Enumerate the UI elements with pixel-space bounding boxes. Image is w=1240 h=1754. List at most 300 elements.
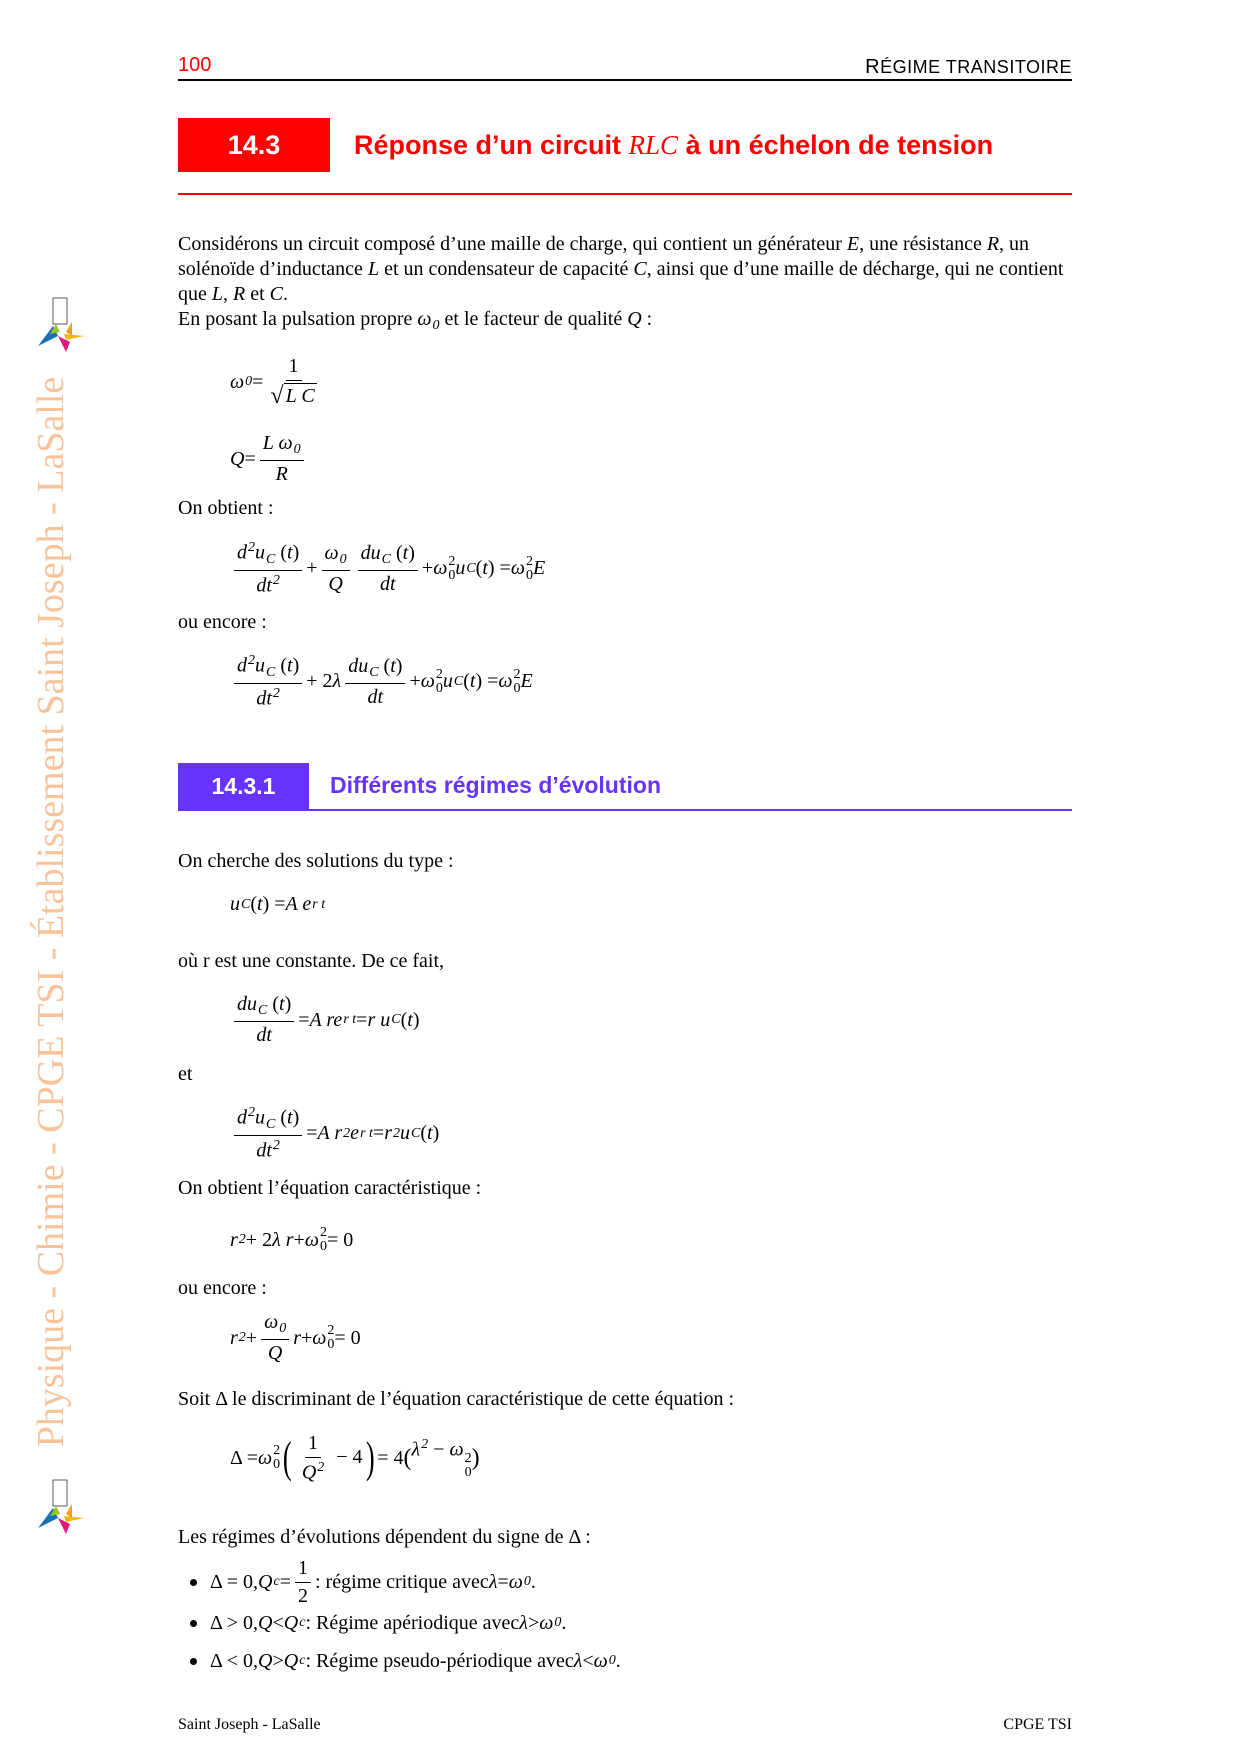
subscript: C bbox=[369, 664, 379, 680]
math-symbol: + bbox=[306, 557, 318, 580]
school-logo-icon bbox=[36, 296, 86, 358]
math-symbol: λ r bbox=[272, 1228, 294, 1251]
text-run: : bbox=[641, 308, 653, 330]
math-symbol: Q bbox=[267, 1342, 283, 1365]
subsection-rule bbox=[178, 809, 1072, 811]
math-symbol: Δ < 0, bbox=[210, 1649, 259, 1672]
math-symbol: ) bbox=[292, 654, 300, 677]
math-symbol: + bbox=[409, 670, 421, 693]
math-symbol: t bbox=[287, 1106, 293, 1129]
subsection-number: 14.3.1 bbox=[178, 763, 309, 810]
math-symbol: t bbox=[407, 1008, 413, 1031]
paragraph-soit bbox=[178, 1387, 1078, 1412]
text-run: : Régime pseudo-périodique avec bbox=[305, 1649, 574, 1672]
text-run: Les régimes d’évolutions dépendent du signe de bbox=[178, 1526, 569, 1548]
subscript: 0 bbox=[464, 1464, 472, 1480]
math-symbol: ) = bbox=[475, 670, 499, 693]
subscript: 0 bbox=[513, 680, 521, 696]
math-symbol: < bbox=[272, 1611, 284, 1634]
math-symbol: = bbox=[306, 1122, 318, 1145]
denominator bbox=[253, 1136, 283, 1163]
subscript: 0 bbox=[523, 1574, 531, 1589]
text-run: : Régime apériodique avec bbox=[305, 1611, 520, 1634]
parenthesized bbox=[404, 1437, 480, 1480]
superscript: 2 bbox=[421, 1436, 429, 1452]
text-run: et le facteur de qualité bbox=[439, 308, 628, 330]
math-symbol: t bbox=[390, 654, 396, 677]
math-symbol: dt bbox=[256, 574, 272, 597]
math-symbol: ( bbox=[275, 654, 288, 677]
math-symbol: + bbox=[421, 557, 434, 580]
math-symbol: Q bbox=[230, 447, 245, 470]
math-symbol: = bbox=[279, 1570, 291, 1593]
math-symbol: Δ = 0, bbox=[210, 1570, 259, 1593]
denominator bbox=[267, 381, 319, 409]
fraction bbox=[345, 655, 405, 709]
list-item bbox=[210, 1604, 621, 1642]
fraction bbox=[260, 432, 304, 486]
subscript: C bbox=[466, 560, 476, 576]
math-symbol: dt bbox=[256, 1139, 272, 1162]
equation-eq-q bbox=[230, 432, 308, 486]
equation-eq-d1 bbox=[230, 993, 419, 1047]
math-symbol: ) = bbox=[487, 557, 511, 580]
text-run: et bbox=[245, 283, 270, 305]
math-symbol: d bbox=[237, 654, 247, 677]
superscript: 2 bbox=[317, 1460, 325, 1475]
paragraph-cherche bbox=[178, 849, 1078, 874]
text-run: ou encore : bbox=[178, 1277, 267, 1299]
numerator bbox=[345, 655, 405, 684]
math-symbol: 1 bbox=[308, 1432, 319, 1454]
paragraph-encore1 bbox=[178, 610, 1078, 635]
math-symbol: + bbox=[301, 1326, 313, 1349]
math-symbol: r bbox=[230, 1228, 238, 1251]
text-run: En posant la pulsation propre bbox=[178, 308, 418, 330]
subscript: 0 bbox=[432, 318, 440, 334]
math-symbol: A e bbox=[285, 893, 312, 915]
math-symbol: R bbox=[275, 463, 288, 486]
fraction bbox=[234, 540, 302, 598]
text-run: Considérons un circuit composé d’une maille de charge, qui contient un générateur bbox=[178, 233, 847, 255]
math-symbol: ( bbox=[275, 541, 288, 564]
subscript: C bbox=[266, 1116, 276, 1132]
side-watermark: Physique - Chimie - CPGE TSI - Établissement Saint Joseph - LaSalle bbox=[30, 376, 72, 1448]
scripts bbox=[514, 668, 521, 696]
math-symbol: E bbox=[846, 233, 860, 255]
numerator bbox=[305, 1432, 321, 1458]
math-symbol: Δ bbox=[568, 1526, 581, 1548]
chapter-title-initial: R bbox=[865, 56, 881, 78]
denominator bbox=[299, 1458, 327, 1485]
math-symbol: ( bbox=[463, 670, 470, 693]
math-symbol: du bbox=[348, 654, 369, 677]
parenthesized bbox=[280, 1432, 377, 1485]
superscript: 2 bbox=[238, 1232, 246, 1247]
math-symbol: ( bbox=[391, 541, 403, 564]
math-symbol: C bbox=[633, 258, 647, 280]
text-run: , bbox=[223, 283, 234, 305]
math-symbol: dt bbox=[256, 1024, 272, 1047]
math-symbol: < bbox=[582, 1649, 594, 1672]
text-run: . bbox=[615, 1649, 621, 1672]
regimes-list bbox=[210, 1556, 621, 1680]
text-run: Soit bbox=[178, 1388, 216, 1410]
numerator bbox=[234, 1105, 302, 1136]
math-symbol: t bbox=[469, 670, 476, 693]
math-symbol: ω bbox=[433, 557, 448, 580]
math-symbol: 1 bbox=[288, 355, 299, 377]
paragraph-et bbox=[178, 1062, 1078, 1087]
scripts bbox=[448, 555, 455, 583]
subscript: C bbox=[241, 896, 251, 912]
subscript: 0 bbox=[245, 374, 253, 389]
math-symbol: ) bbox=[408, 541, 415, 564]
page-number: 100 bbox=[178, 54, 212, 76]
denominator bbox=[377, 571, 399, 596]
math-symbol: − bbox=[428, 1438, 450, 1461]
text-run: le discriminant de l’équation caractéristique de cette équation : bbox=[227, 1388, 735, 1410]
math-symbol: = bbox=[497, 1570, 509, 1593]
math-symbol: ω bbox=[264, 1311, 279, 1333]
subsection-title: Différents régimes d’évolution bbox=[330, 772, 662, 798]
math-symbol: dt bbox=[367, 685, 384, 708]
paren-body bbox=[295, 1432, 363, 1485]
math-symbol: λ bbox=[411, 1438, 421, 1461]
numerator bbox=[234, 540, 302, 571]
math-symbol: t bbox=[482, 557, 488, 580]
text-run: et bbox=[178, 1063, 193, 1085]
fraction bbox=[358, 542, 418, 596]
math-symbol: r bbox=[293, 1326, 301, 1349]
math-symbol: e bbox=[350, 1122, 360, 1145]
subscript: c bbox=[299, 1615, 306, 1630]
square-root bbox=[270, 383, 316, 408]
text-run: . bbox=[530, 1570, 536, 1593]
subscript: c bbox=[273, 1574, 280, 1589]
math-symbol: Q bbox=[283, 1611, 299, 1634]
math-symbol: = 0 bbox=[326, 1228, 354, 1251]
math-symbol: dt bbox=[380, 572, 396, 595]
math-symbol: Q bbox=[258, 1611, 273, 1634]
subscript: C bbox=[266, 551, 276, 567]
text-run: et un condensateur de capacité bbox=[379, 258, 634, 280]
subscript: 0 bbox=[608, 1653, 616, 1668]
math-symbol: ω bbox=[498, 670, 513, 693]
math-symbol: ω bbox=[593, 1649, 608, 1672]
text-run: , un solénoïde d’inductance bbox=[178, 233, 1030, 280]
math-symbol: ω bbox=[417, 308, 432, 330]
subscript: 0 bbox=[435, 680, 443, 696]
math-symbol: ω bbox=[539, 1611, 554, 1634]
math-symbol: d bbox=[237, 541, 247, 564]
subscript: C bbox=[258, 1003, 268, 1019]
math-symbol: L bbox=[367, 258, 380, 280]
math-symbol: Δ = bbox=[230, 1446, 259, 1469]
numerator bbox=[295, 1557, 311, 1583]
math-symbol: − 4 bbox=[331, 1445, 363, 1468]
math-symbol: ) = bbox=[262, 893, 286, 915]
equation-eq-diff2 bbox=[230, 653, 533, 711]
math-symbol: Δ bbox=[215, 1388, 228, 1410]
math-symbol: E bbox=[532, 557, 546, 580]
math-symbol: E bbox=[520, 670, 533, 693]
math-symbol: ( bbox=[475, 557, 483, 580]
math-symbol: Q bbox=[283, 1649, 299, 1672]
text-run: . bbox=[283, 283, 289, 305]
math-symbol: R bbox=[233, 283, 246, 305]
superscript: 2 bbox=[238, 1330, 246, 1346]
math-symbol: ( bbox=[275, 1106, 288, 1129]
text-run: On obtient l’équation caractéristique : bbox=[178, 1177, 482, 1199]
math-symbol: u bbox=[255, 654, 265, 677]
numerator bbox=[261, 1311, 289, 1340]
text-run: . bbox=[561, 1611, 567, 1634]
scripts bbox=[327, 1324, 334, 1352]
math-symbol: ω bbox=[304, 1228, 319, 1251]
subscript: C bbox=[266, 664, 276, 680]
text-run: , ainsi que d’une maille de décharge, qui ne contient que bbox=[178, 258, 1064, 305]
math-symbol: L bbox=[211, 283, 224, 305]
math-symbol: ( bbox=[378, 654, 391, 677]
superscript: 2 bbox=[392, 1125, 400, 1141]
subscript: 0 bbox=[339, 551, 347, 567]
math-symbol: λ bbox=[573, 1649, 583, 1672]
math-symbol: ω bbox=[508, 1570, 523, 1593]
math-symbol: u bbox=[442, 670, 453, 693]
math-symbol: u bbox=[455, 557, 466, 580]
subscript: 0 bbox=[293, 442, 301, 458]
scripts bbox=[526, 555, 533, 583]
radical-sign-icon: √ bbox=[270, 383, 284, 409]
numerator bbox=[234, 653, 302, 684]
scripts bbox=[273, 1444, 280, 1472]
math-symbol: r bbox=[384, 1122, 392, 1145]
superscript: 2 bbox=[248, 1105, 255, 1120]
paren-body bbox=[412, 1437, 472, 1480]
superscript: 2 bbox=[327, 1323, 335, 1339]
math-symbol: ) bbox=[284, 993, 292, 1015]
math-symbol: Q bbox=[258, 1649, 273, 1672]
subscript: 0 bbox=[525, 567, 533, 583]
denominator bbox=[365, 684, 387, 709]
superscript: 2 bbox=[272, 572, 280, 588]
text-run: ou encore : bbox=[178, 611, 267, 633]
section-rule bbox=[178, 193, 1072, 195]
superscript: 2 bbox=[272, 685, 280, 701]
left-paren: ( bbox=[403, 1444, 412, 1471]
equation-eq-delta bbox=[230, 1432, 480, 1485]
fraction bbox=[267, 355, 319, 409]
fraction bbox=[234, 993, 294, 1047]
math-symbol: t bbox=[279, 993, 285, 1015]
math-symbol: ) bbox=[432, 1122, 440, 1145]
chapter-title bbox=[865, 56, 1072, 79]
subscript: c bbox=[299, 1653, 306, 1668]
math-symbol: ω bbox=[510, 557, 525, 580]
math-symbol: λ bbox=[519, 1611, 528, 1634]
math-symbol: = bbox=[298, 1008, 310, 1031]
math-symbol: λ bbox=[332, 670, 342, 693]
superscript: r t bbox=[360, 1125, 373, 1141]
school-logo-icon bbox=[36, 1478, 86, 1540]
math-symbol: ω bbox=[420, 670, 435, 693]
superscript: 2 bbox=[513, 666, 521, 682]
math-symbol: ( bbox=[250, 893, 258, 915]
right-paren: ) bbox=[471, 1444, 480, 1471]
math-symbol: dt bbox=[256, 687, 272, 710]
denominator bbox=[253, 571, 283, 598]
math-symbol: Δ > 0, bbox=[210, 1611, 259, 1634]
paragraph-regimes bbox=[178, 1525, 1078, 1550]
superscript: 2 bbox=[525, 553, 533, 569]
numerator bbox=[358, 542, 418, 571]
math-symbol: ω bbox=[312, 1326, 327, 1349]
math-symbol: ) bbox=[412, 1008, 420, 1031]
paragraph-posant bbox=[178, 307, 1078, 338]
denominator bbox=[253, 684, 283, 711]
text-run: , une résistance bbox=[859, 233, 987, 255]
math-symbol: t bbox=[287, 541, 293, 564]
superscript: r t bbox=[343, 1012, 357, 1028]
math-symbol: + 2 bbox=[306, 670, 333, 693]
right-paren: ) bbox=[365, 1433, 375, 1483]
numerator bbox=[286, 355, 302, 381]
math-symbol: t bbox=[257, 893, 263, 915]
superscript: 2 bbox=[343, 1125, 351, 1141]
paragraph-obtient bbox=[178, 496, 1078, 521]
fraction bbox=[234, 653, 302, 711]
equation-eq-sol bbox=[230, 893, 325, 916]
math-symbol: u bbox=[255, 1106, 265, 1129]
superscript: r t bbox=[312, 896, 326, 912]
math-symbol: + bbox=[245, 1326, 258, 1349]
scripts bbox=[320, 1226, 327, 1254]
math-symbol: d bbox=[237, 1106, 247, 1129]
math-symbol: ) bbox=[395, 654, 403, 677]
math-symbol: t bbox=[427, 1122, 433, 1145]
numerator bbox=[322, 542, 350, 571]
superscript: 2 bbox=[448, 553, 456, 569]
paragraph-encore2 bbox=[178, 1276, 1078, 1301]
math-symbol: 2 bbox=[298, 1584, 308, 1607]
math-symbol: A re bbox=[309, 1008, 343, 1031]
math-symbol: + bbox=[293, 1228, 305, 1251]
math-symbol: du bbox=[360, 541, 381, 564]
numerator bbox=[234, 993, 294, 1022]
fraction bbox=[261, 1311, 289, 1365]
denominator bbox=[325, 571, 345, 596]
subscript: 0 bbox=[554, 1615, 562, 1630]
text-run: : régime critique avec bbox=[315, 1570, 489, 1593]
fraction bbox=[299, 1432, 327, 1485]
subscript: C bbox=[381, 551, 391, 567]
math-symbol: u bbox=[255, 541, 265, 564]
math-symbol: ω bbox=[449, 1438, 464, 1461]
footer-left: Saint Joseph - LaSalle bbox=[178, 1716, 321, 1733]
numerator bbox=[260, 432, 304, 461]
footer-right: CPGE TSI bbox=[1003, 1716, 1072, 1733]
math-symbol: t bbox=[287, 654, 293, 677]
denominator bbox=[253, 1022, 275, 1047]
math-symbol: = bbox=[356, 1008, 368, 1031]
fraction bbox=[322, 542, 350, 596]
math-symbol: r bbox=[230, 1326, 238, 1349]
superscript: 2 bbox=[464, 1450, 472, 1466]
denominator bbox=[265, 1340, 285, 1365]
math-symbol: = bbox=[252, 370, 264, 393]
superscript: 2 bbox=[248, 540, 255, 555]
equation-eq-car2 bbox=[230, 1311, 361, 1365]
math-symbol: ) bbox=[292, 541, 300, 564]
section-number: 14.3 bbox=[178, 118, 330, 172]
math-symbol: ω bbox=[258, 1446, 273, 1469]
text-run: On obtient : bbox=[178, 497, 274, 519]
subscript: 0 bbox=[273, 1457, 281, 1473]
math-symbol: + 2 bbox=[245, 1228, 273, 1251]
math-symbol: ) bbox=[292, 1106, 300, 1129]
equation-eq-omega0 bbox=[230, 355, 324, 409]
paragraph-intro bbox=[178, 232, 1078, 307]
math-symbol: 1 bbox=[298, 1556, 308, 1579]
subscript: C bbox=[410, 1125, 421, 1141]
math-symbol: > bbox=[272, 1649, 284, 1672]
list-item bbox=[210, 1556, 621, 1607]
math-symbol: u bbox=[399, 1122, 410, 1145]
math-symbol: Q bbox=[301, 1461, 317, 1484]
math-symbol: ω bbox=[324, 541, 339, 564]
math-symbol: L ω bbox=[262, 432, 293, 454]
superscript: 2 bbox=[248, 653, 255, 668]
radicand bbox=[284, 383, 317, 408]
math-symbol: Q bbox=[328, 572, 343, 595]
math-symbol: ω bbox=[230, 370, 245, 393]
section-title-text: Réponse d’un circuit bbox=[354, 130, 629, 160]
text-run: On cherche des solutions du type : bbox=[178, 850, 454, 872]
math-symbol: R bbox=[986, 233, 1000, 255]
subscript: 0 bbox=[448, 567, 456, 583]
math-symbol: du bbox=[237, 993, 257, 1015]
fraction bbox=[295, 1557, 311, 1608]
denominator bbox=[273, 461, 291, 486]
section-title bbox=[354, 124, 1054, 166]
math-symbol: u bbox=[230, 893, 240, 915]
scripts bbox=[465, 1452, 472, 1480]
math-symbol: = bbox=[372, 1122, 385, 1145]
fraction bbox=[234, 1105, 302, 1163]
math-symbol: C bbox=[269, 283, 284, 305]
section-title-math: RLC bbox=[628, 130, 679, 160]
subscript: 0 bbox=[319, 1239, 327, 1254]
subscript: C bbox=[453, 673, 464, 689]
math-symbol: = bbox=[244, 447, 256, 470]
scripts bbox=[436, 668, 443, 696]
math-symbol: t bbox=[402, 541, 409, 564]
equation-eq-car1 bbox=[230, 1226, 353, 1254]
math-symbol: Q bbox=[627, 308, 642, 330]
left-paren: ( bbox=[283, 1433, 292, 1483]
math-symbol: L C bbox=[285, 385, 315, 407]
list-item bbox=[210, 1642, 621, 1680]
math-symbol: > bbox=[527, 1611, 540, 1634]
subscript: C bbox=[391, 1012, 401, 1028]
paragraph-constante bbox=[178, 949, 1078, 974]
math-symbol: = 4 bbox=[377, 1446, 404, 1469]
math-symbol: ( bbox=[267, 993, 280, 1015]
equation-eq-diff1 bbox=[230, 540, 545, 598]
chapter-title-rest: ÉGIME TRANSITOIRE bbox=[880, 57, 1072, 77]
subscript: 0 bbox=[279, 1321, 287, 1337]
